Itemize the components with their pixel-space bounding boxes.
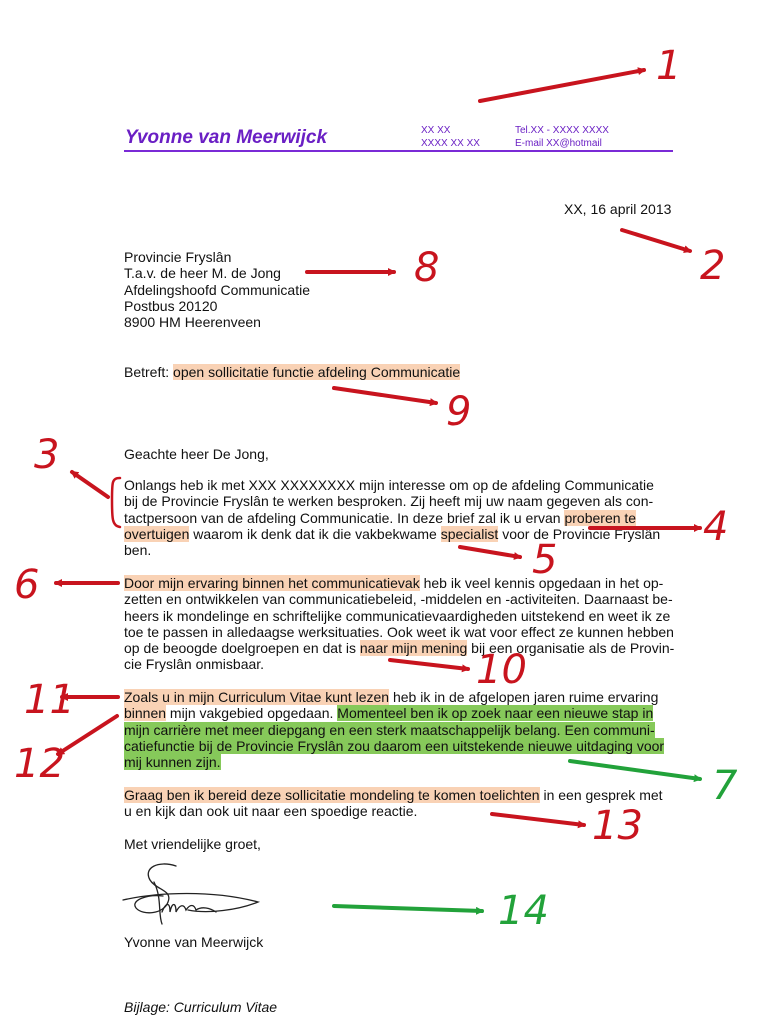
annotation-3: 3 [34,432,60,478]
highlight: Zoals u in mijn Curriculum Vitae kunt lezen [124,689,390,705]
arrow-1 [480,70,644,101]
letter-date: XX, 16 april 2013 [564,201,672,217]
recipient-line: 8900 HM Heerenveen [124,314,261,331]
arrow-14 [334,906,482,911]
text-line [124,640,674,656]
text-line [124,754,664,770]
address-line-2: XXXX XX XX [421,138,480,149]
sender-contact [515,124,609,150]
recipient-block [124,249,310,330]
text-run: heb ik in de afgelopen jaren ruime ervaring [389,689,659,705]
text-line: Onlangs heb ik met XXX XXXXXXXX mijn interesse om op de afdeling Communicatie [124,477,654,493]
text-run: bij een organisatie als de Provin- [467,640,675,657]
recipient-line: T.a.v. de heer M. de Jong [124,265,281,282]
text-line: u en kijk dan ook uit naar een spoedige reactie. [124,803,418,820]
highlight: Graag ben ik bereid deze sollicitatie mondeling te komen toelichten [124,787,540,803]
text-run: in een gesprek met [539,787,663,803]
salutation: Geachte heer De Jong, [124,446,269,462]
arrow-3 [72,472,108,497]
text-run: op de beoogde doelgroepen en dat is [124,640,360,657]
text-line [124,705,664,721]
text-run: tactpersoon van de afdeling Communicatie. In deze brief zal ik u ervan [124,509,565,526]
annotation-11: 11 [24,677,75,723]
text-line [124,575,674,591]
highlight-green: catiefunctie bij de Provincie Fryslân zou daarom een uitstekende nieuwe uitdaging voor [124,737,665,754]
annotation-4: 4 [703,504,729,550]
highlight: Door mijn ervaring binnen het communicatievak [124,575,420,591]
text-line [124,787,663,803]
annotation-14: 14 [498,888,549,934]
highlight: binnen [124,705,167,722]
annotation-7: 7 [712,763,738,809]
annotation-6: 6 [14,562,40,608]
recipient-line: Postbus 20120 [124,297,218,314]
signer-name: Yvonne van Meerwijck [124,934,264,950]
text-run: heb ik veel kennis opgedaan in het op- [419,575,664,591]
text-line: zetten en ontwikkelen van communicatiebeleid, -middelen en -activiteiten. Daarnaast be- [124,591,673,608]
bracket-3 [112,478,120,527]
text-line: cie Fryslân onmisbaar. [124,656,265,673]
text-line [124,738,664,754]
highlight-green: mij kunnen zijn. [124,754,221,771]
highlight: overtuigen [124,525,190,542]
highlight: proberen te [564,509,637,526]
subject-text: open sollicitatie functie afdeling Communicatie [173,364,461,380]
enclosure: Bijlage: Curriculum Vitae [124,999,278,1015]
annotation-12: 12 [14,741,65,787]
text-line: bij de Provincie Fryslân te werken besproken. Zij heeft mij uw naam gegeven als con- [124,493,654,510]
sender-address [421,124,480,150]
paragraph-1 [124,477,660,558]
paragraph-2 [124,575,674,673]
signature-image [118,852,268,932]
text-line: heers ik mondelinge en schriftelijke communicatievaardigheden uitstekend en weet ik ze [124,607,671,624]
highlight-green: Momenteel ben ik op zoek naar een nieuwe stap in [337,705,654,722]
closing: Met vriendelijke groet, [124,836,261,852]
paragraph-4 [124,787,663,820]
arrow-2 [622,230,690,251]
annotation-5: 5 [532,537,558,583]
annotation-13: 13 [592,803,643,849]
text-line [124,526,660,542]
highlight-green: mijn carrière met meer diepgang en een sterk maatschappelijk belang. Een communi- [124,721,655,738]
recipient-line: Provincie Fryslân [124,249,232,265]
address-line-1: XX XX [421,125,451,136]
annotation-10: 10 [476,647,527,693]
text-line: toe te passen in alledaagse werksituaties. Ook weet ik wat voor effect ze kunnen hebben [124,623,674,640]
text-line: ben. [124,542,152,559]
text-line [124,689,664,705]
phone: Tel.XX - XXXX XXXX [515,125,609,136]
highlight: naar mijn mening [359,640,468,657]
sender-name: Yvonne van Meerwijck [125,127,328,148]
subject-line [124,364,460,380]
subject-label: Betreft: [124,364,174,380]
paragraph-3 [124,689,664,770]
annotation-9: 9 [446,389,472,435]
email: E-mail XX@hotmail [515,138,602,149]
recipient-line: Afdelingshoofd Communicatie [124,281,310,298]
letterhead-rule [124,150,673,152]
highlight: specialist [440,525,499,542]
text-line [124,722,664,738]
arrow-9 [334,388,436,403]
annotation-8: 8 [414,245,440,291]
annotation-2: 2 [700,243,726,289]
text-run: mijn vakgebied opgedaan. [166,705,338,722]
annotation-1: 1 [656,43,682,89]
text-run: waarom ik denk dat ik die vakbekwame [189,525,441,542]
text-run: voor de Provincie Fryslân [498,525,661,542]
text-line [124,510,660,526]
